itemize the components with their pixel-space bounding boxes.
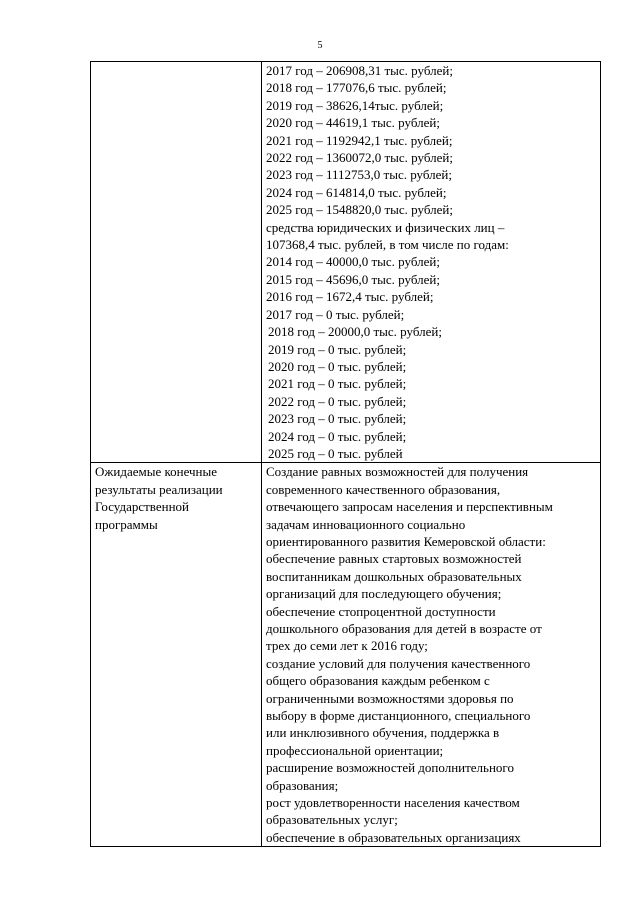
funding-line: 2025 год – 0 тыс. рублей [268, 445, 403, 461]
funding-line: 2025 год – 1548820,0 тыс. рублей; [266, 202, 453, 218]
results-line: задачам инновационного социально [266, 516, 466, 532]
funding-line: 2015 год – 45696,0 тыс. рублей; [266, 271, 440, 287]
funding-line: 2018 год – 177076,6 тыс. рублей; [266, 80, 447, 96]
results-line: отвечающего запросам населения и перспективным [266, 499, 553, 515]
results-line: обеспечение равных стартовых возможностей [266, 551, 522, 567]
funding-line: 2017 год – 0 тыс. рублей; [266, 306, 405, 322]
funding-line: 2014 год – 40000,0 тыс. рублей; [266, 254, 440, 270]
results-line: выбору в форме дистанционного, специального [266, 708, 531, 724]
funding-by-year-cell [262, 62, 601, 463]
results-line: рост удовлетворенности населения качеством [266, 795, 520, 811]
row-label-line: программы [95, 516, 158, 532]
funding-line: 2021 год – 1192942,1 тыс. рублей; [266, 132, 453, 148]
results-line: создание условий для получения качественного [266, 655, 531, 671]
results-line: трех до семи лет к 2016 году; [266, 638, 428, 654]
results-line: обеспечение стопроцентной доступности [266, 603, 496, 619]
funding-line: 2022 год – 1360072,0 тыс. рублей; [266, 150, 453, 166]
funding-line: 2024 год – 614814,0 тыс. рублей; [266, 184, 447, 200]
results-line: организаций для последующего обучения; [266, 586, 502, 602]
funding-line: 2017 год – 206908,31 тыс. рублей; [266, 63, 453, 78]
page-number: 5 [317, 40, 323, 51]
funding-line: 2023 год – 0 тыс. рублей; [268, 411, 407, 427]
results-line: общего образования каждым ребенком с [266, 673, 490, 689]
row-label-line: Ожидаемые конечные [95, 464, 218, 480]
expected-results-cell [262, 463, 601, 847]
funding-line: 2024 год – 0 тыс. рублей; [268, 428, 407, 444]
program-passport-table [90, 61, 601, 847]
funding-line: 2020 год – 44619,1 тыс. рублей; [266, 115, 440, 131]
results-line: обеспечение в образовательных организациях [266, 829, 521, 845]
results-line: образования; [266, 777, 339, 793]
funding-line: 2019 год – 38626,14тыс. рублей; [266, 97, 444, 113]
row-label-line: Государственной [95, 499, 190, 515]
results-line: или инклюзивного обучения, поддержка в [266, 725, 500, 741]
results-line: воспитанникам дошкольных образовательных [266, 568, 522, 584]
funding-line: 2022 год – 0 тыс. рублей; [268, 393, 407, 409]
funding-line: 2018 год – 20000,0 тыс. рублей; [268, 324, 442, 340]
funding-line: 2016 год – 1672,4 тыс. рублей; [266, 289, 434, 305]
results-line: профессиональной ориентации; [266, 742, 444, 758]
results-line: дошкольного образования для детей в возрасте от [266, 621, 542, 636]
funding-line: средства юридических и физических лиц – [266, 219, 505, 235]
row-label-expected-results [91, 463, 262, 847]
table-row-funding [91, 62, 601, 463]
funding-line: 107368,4 тыс. рублей, в том числе по годам: [266, 237, 509, 253]
results-line: ограниченными возможностями здоровья по [266, 690, 514, 706]
results-line: ориентированного развития Кемеровской области: [266, 533, 546, 549]
table-row-expected-results [91, 463, 601, 847]
results-line: образовательных услуг; [266, 812, 398, 828]
results-line: Создание равных возможностей для получения [266, 464, 529, 480]
results-line: современного качественного образования, [266, 481, 501, 497]
results-line: расширение возможностей дополнительного [266, 760, 514, 776]
row-label-line: результаты реализации [95, 481, 223, 497]
funding-line: 2020 год – 0 тыс. рублей; [268, 358, 407, 374]
row-label-empty [91, 62, 262, 463]
funding-line: 2019 год – 0 тыс. рублей; [268, 341, 407, 357]
funding-line: 2021 год – 0 тыс. рублей; [268, 376, 407, 392]
funding-line: 2023 год – 1112753,0 тыс. рублей; [266, 167, 452, 183]
